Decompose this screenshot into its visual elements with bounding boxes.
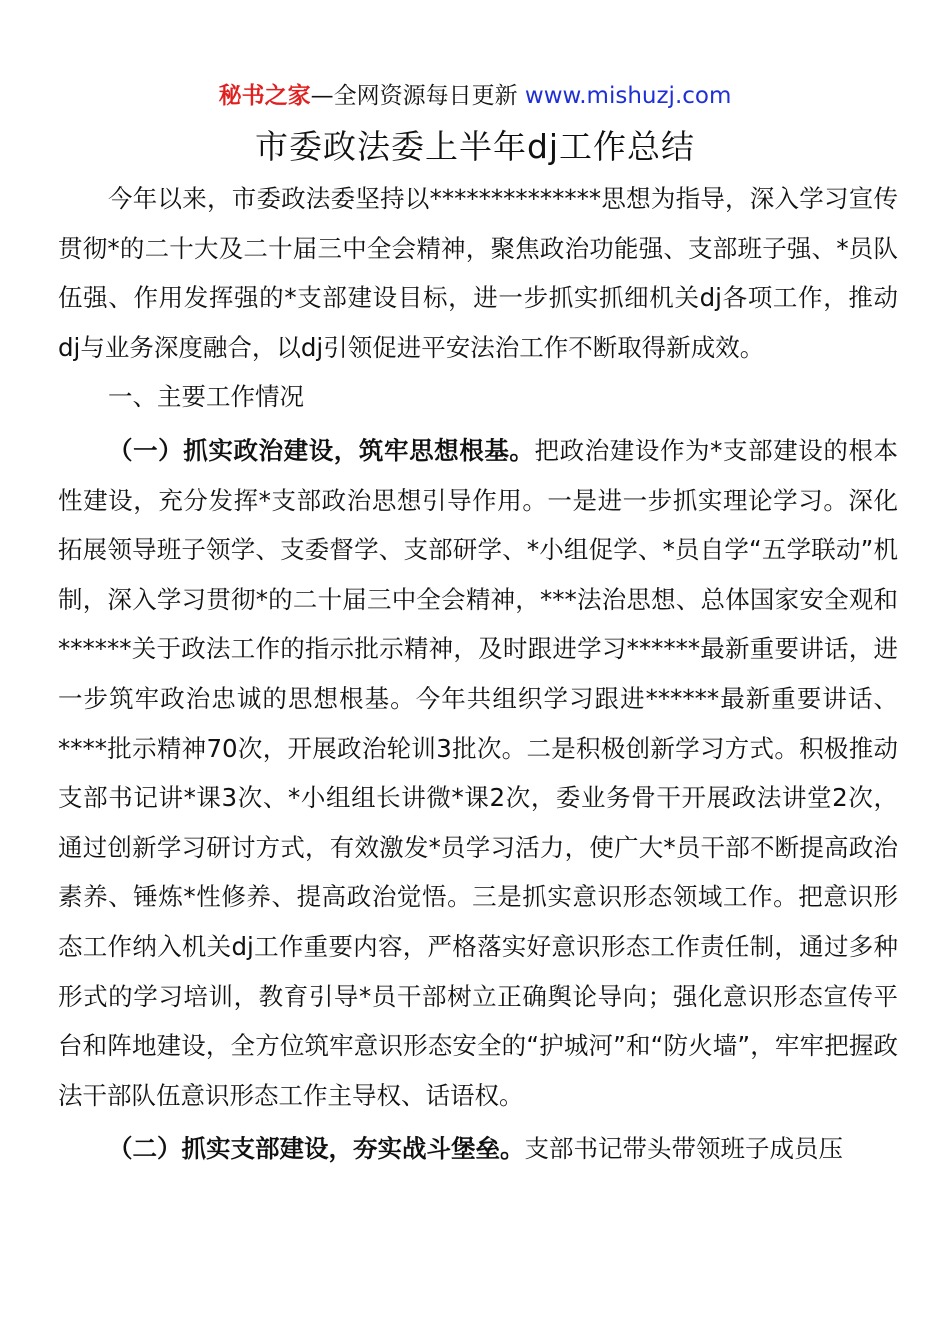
document-title: 市委政法委上半年dj工作总结	[254, 127, 696, 166]
section-heading-1: 一、主要工作情况	[108, 382, 304, 412]
subsection-1-paragraph	[58, 426, 898, 1120]
subsection-2-body: 支部书记带头带领班子成员压	[524, 1134, 843, 1164]
subsection-1-body: 把政治建设作为*支部建设的根本性建设，充分发挥*支部政治思想引导作用。一是进一步抓实理论学习。深化拓展领导班子领学、支委督学、支部研学、*小组促学、*员自学“五学联动”机制，深入学习贯彻*的二十届三中全会精神，***法治思想、总体国家安全观和******关于政法工作的指示批示精神，及时跟进学习******最新重要讲话，进一步筑牢政治忠诚的思想根基。今年共组织学习跟进******最新重要讲话、****批示精神70次，开展政治轮训3批次。二是积极创新学习方式。积极推动支部书记讲*课3次、*小组组长讲微*课2次，委业务骨干开展政法讲堂2次，通过创新学习研讨方式，有效激发*员学习活力，使广大*员干部不断提高政治素养、锤炼*性修养、提高政治觉悟。三是抓实意识形态领域工作。把意识形态工作纳入机关dj工作重要内容，严格落实好意识形态工作责任制，通过多种形式的学习培训，教育引导*员干部树立正确舆论导向；强化意识形态宣传平台和阵地建设，全方位筑牢意识形态安全的“护城河”和“防火墙”，牢牢把握政法干部队伍意识形态工作主导权、话语权。	[58, 435, 899, 1110]
brand-name: 秘书之家	[218, 83, 311, 109]
subsection-2-paragraph	[58, 1124, 898, 1174]
site-header	[0, 80, 950, 112]
subsection-2-heading: （二）抓实支部建设，夯实战斗堡垒。	[108, 1134, 525, 1164]
site-url-link[interactable]: www.mishuzj.com	[524, 83, 732, 109]
subsection-1-heading: （一）抓实政治建设，筑牢思想根基。	[108, 435, 535, 465]
intro-paragraph: 今年以来，市委政法委坚持以**************思想为指导，深入学习宣传贯彻*的二十大及二十届三中全会精神，聚焦政治功能强、支部班子强、*员队伍强、作用发挥强的*支部建设目标，进一步抓实抓细机关dj各项工作，推动dj与业务深度融合，以dj引领促进平安法治工作不断取得新成效。	[58, 184, 898, 362]
brand-tagline: —全网资源每日更新	[310, 83, 518, 109]
document-body	[58, 174, 898, 1174]
